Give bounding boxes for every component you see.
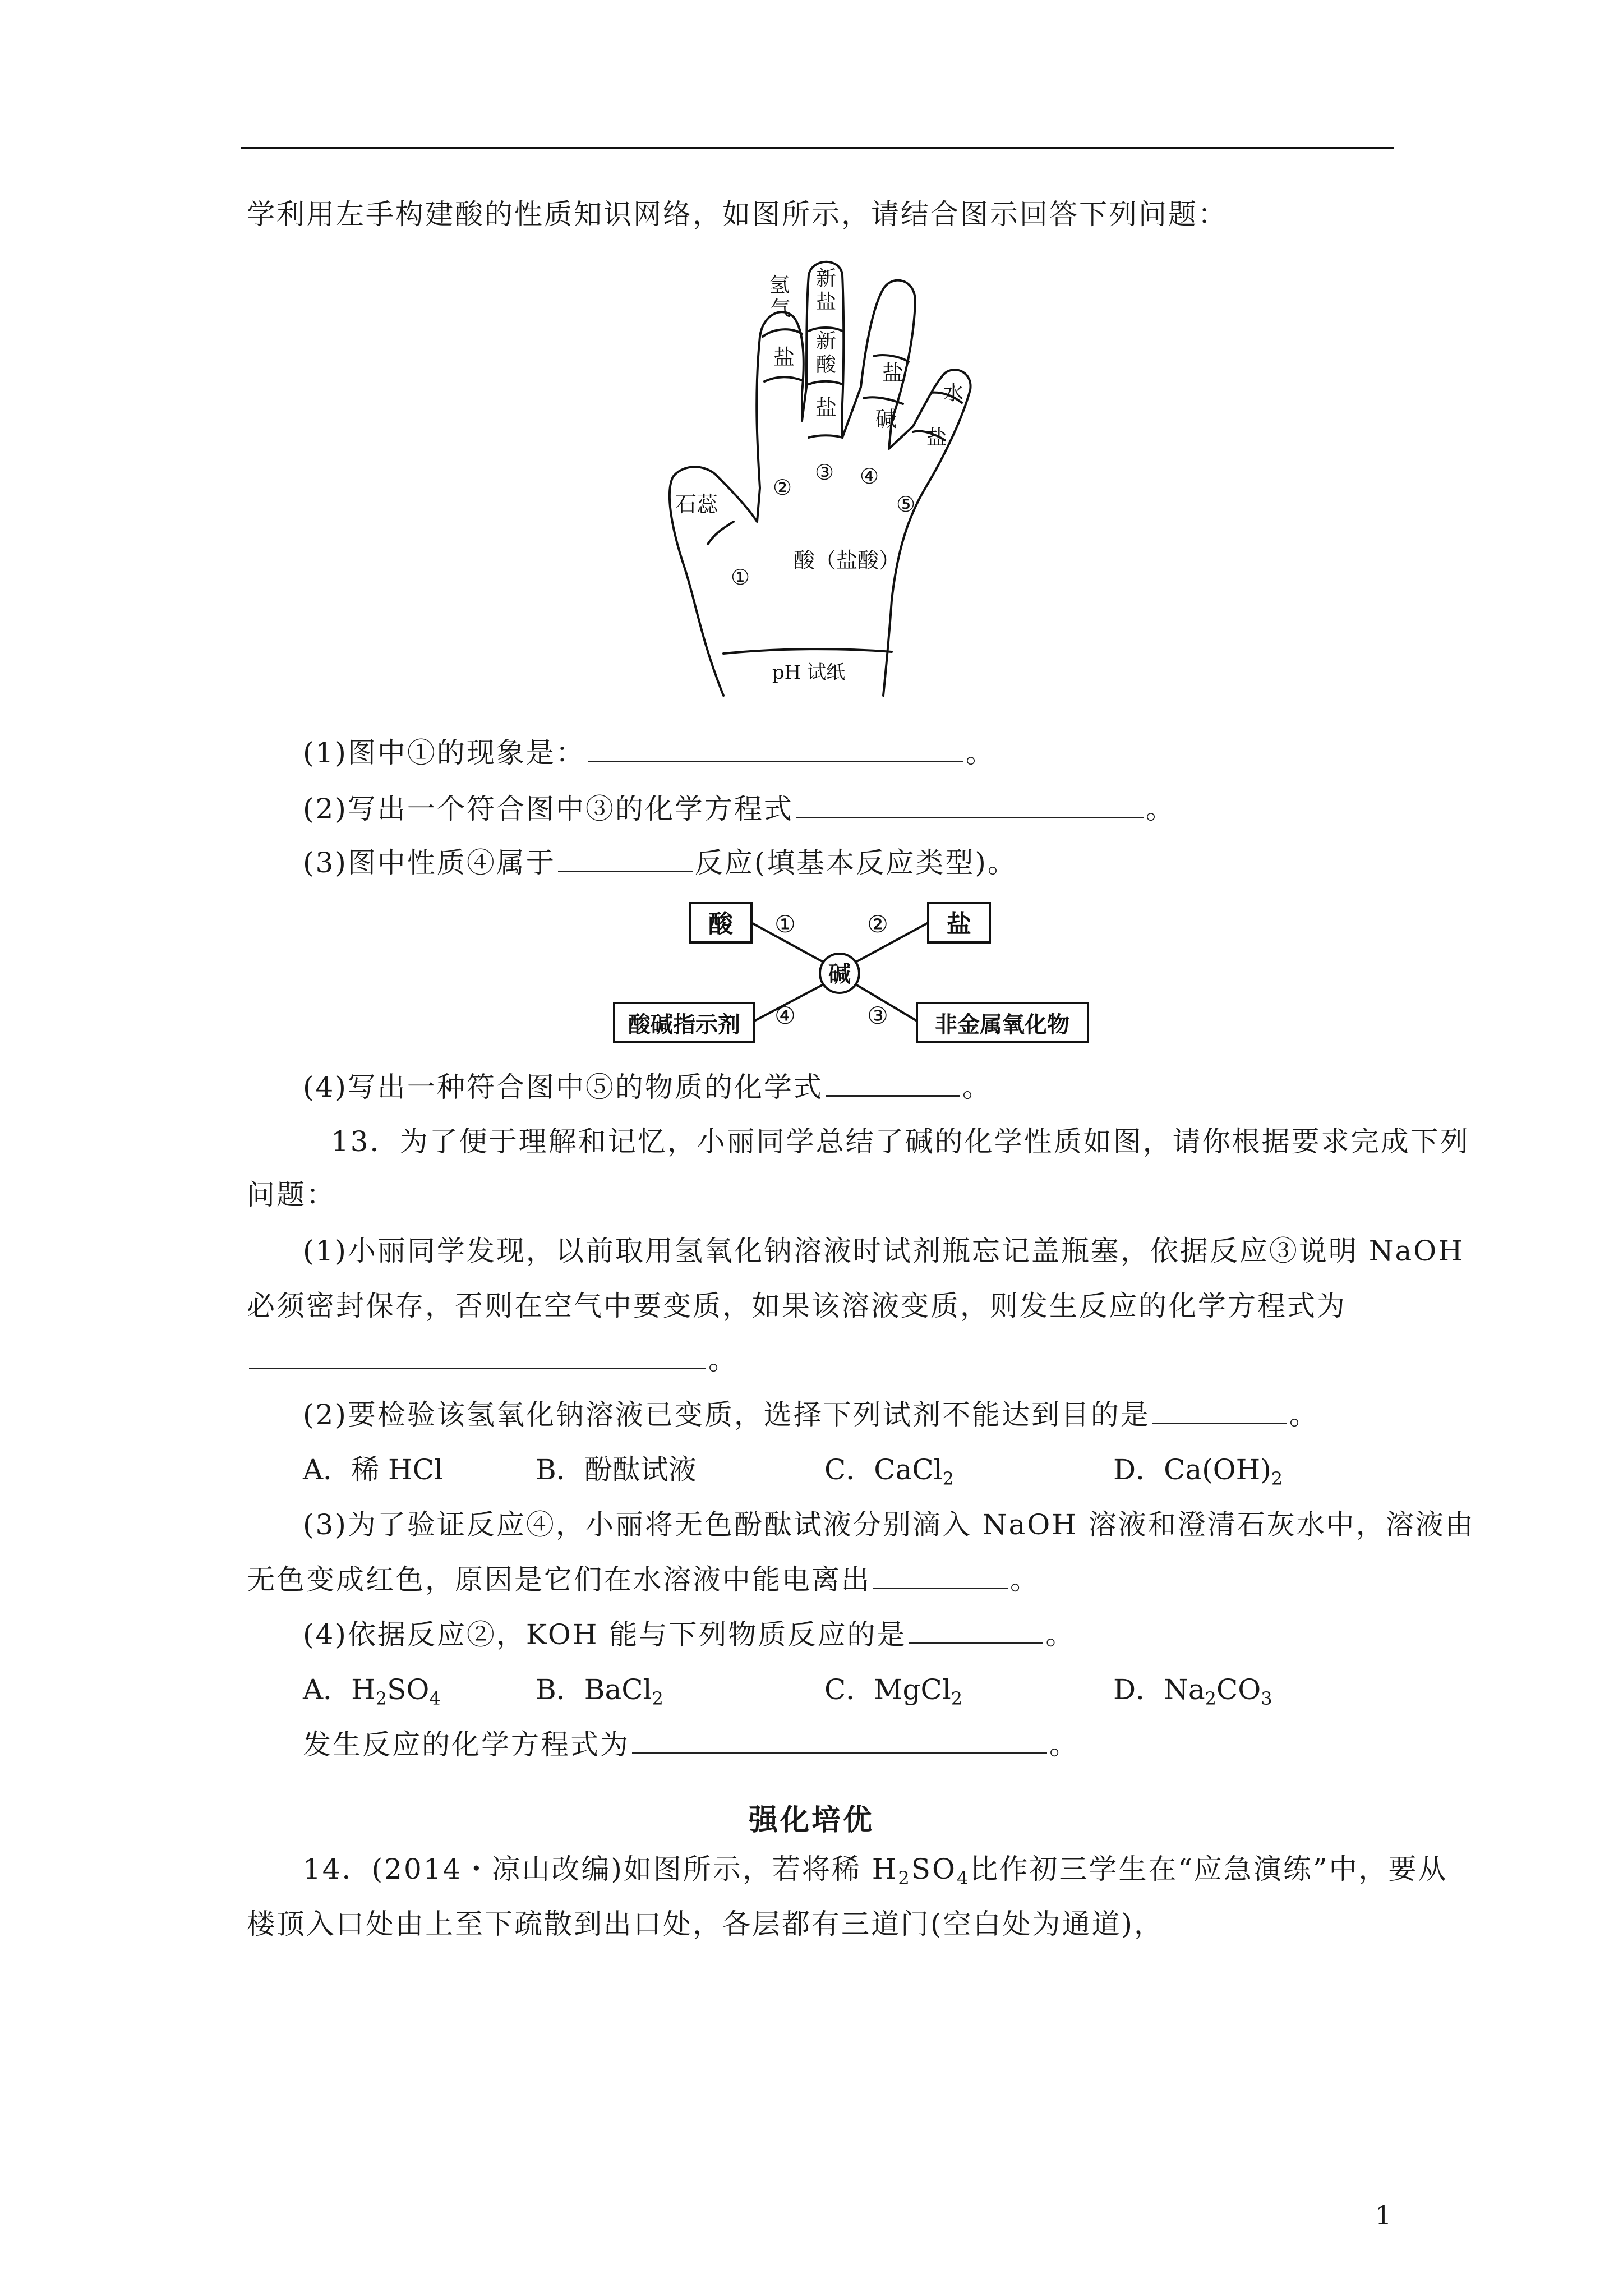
q14-line-b: 楼顶入口处由上至下疏散到出口处，各层都有三道门(空白处为通道)， bbox=[247, 1908, 1164, 1940]
q13-p4-option-d: D．$Na_2CO_3$ bbox=[1113, 1673, 1272, 1709]
hand-label-ring-low: 碱 bbox=[875, 407, 897, 431]
hand-label-little-low: 盐 bbox=[926, 426, 947, 449]
answer-blank[interactable] bbox=[632, 1728, 1047, 1754]
q13-p2-option-d: D．$Ca(OH)_2$ bbox=[1113, 1453, 1283, 1489]
hand-label-middle-mid-a: 新 bbox=[815, 330, 837, 353]
q13-p2-option-c: C．CaCl$_2$ bbox=[824, 1453, 954, 1489]
base-properties-diagram bbox=[611, 898, 1094, 1049]
hand-label-little-top: 水 bbox=[943, 381, 964, 404]
hand-center-label: 酸（盐酸） bbox=[793, 548, 901, 573]
q12-part4: (4)写出一种符合图中⑤的物质的化学式 。 bbox=[303, 1071, 992, 1103]
diagram-box-acid: 酸 bbox=[708, 910, 733, 938]
answer-blank[interactable] bbox=[588, 736, 963, 762]
q13-part3-b: 无色变成红色，原因是它们在水溶液中能电离出 。 bbox=[247, 1563, 1040, 1596]
answer-blank[interactable] bbox=[796, 792, 1144, 818]
hand-num-1: ① bbox=[730, 565, 750, 590]
hand-label-index-top-b: 气 bbox=[770, 297, 791, 320]
hand-label-middle-mid-b: 酸 bbox=[815, 353, 837, 376]
q12-part3: (3)图中性质④属于 反应(填基本反应类型)。 bbox=[303, 846, 1017, 879]
q12-part2: (2)写出一个符合图中③的化学方程式 。 bbox=[303, 793, 1175, 825]
q13-part1-b: 必须密封保存，否则在空气中要变质，如果该溶液变质，则发生反应的化学方程式为 bbox=[247, 1290, 1347, 1322]
section-title: 强化培优 bbox=[748, 1803, 874, 1837]
hand-num-3: ③ bbox=[814, 460, 834, 485]
hand-num-5: ⑤ bbox=[896, 492, 916, 517]
q13-p4-option-c: C．MgCl$_2$ bbox=[824, 1673, 963, 1709]
q13-stem-b: 问题： bbox=[247, 1179, 336, 1211]
page-number: 1 bbox=[1375, 2200, 1392, 2230]
diagram-num-4: ④ bbox=[774, 1002, 796, 1029]
diagram-center-base: 碱 bbox=[828, 961, 851, 987]
diagram-box-salt: 盐 bbox=[947, 910, 971, 938]
intro-text: 学利用左手构建酸的性质知识网络，如图所示，请结合图示回答下列问题： bbox=[247, 198, 1228, 231]
q13-part3-a: (3)为了验证反应④，小丽将无色酚酞试液分别滴入 NaOH 溶液和澄清石灰水中，溶液由 bbox=[303, 1508, 1475, 1541]
hand-label-index-low: 盐 bbox=[773, 345, 795, 370]
hand-wrist-label: pH 试纸 bbox=[772, 661, 846, 684]
diagram-box-oxide: 非金属氧化物 bbox=[935, 1011, 1069, 1038]
answer-blank[interactable] bbox=[249, 1343, 706, 1369]
q13-part1-c: 。 bbox=[247, 1343, 738, 1377]
answer-blank[interactable] bbox=[909, 1618, 1043, 1644]
q13-part4-b: 发生反应的化学方程式为 。 bbox=[303, 1728, 1079, 1761]
q13-p2-option-a: A．稀 HCl bbox=[303, 1453, 443, 1486]
diagram-box-indicator: 酸碱指示剂 bbox=[628, 1011, 740, 1038]
hand-diagram bbox=[662, 252, 1021, 712]
hand-label-ring-top: 盐 bbox=[882, 361, 904, 385]
hand-label-index-top-a: 氢 bbox=[769, 274, 790, 297]
diagram-num-1: ① bbox=[774, 910, 796, 938]
q13-p4-option-b: B．BaCl$_2$ bbox=[536, 1673, 663, 1709]
answer-blank[interactable] bbox=[1152, 1398, 1287, 1424]
q12-part1: (1)图中①的现象是： 。 bbox=[303, 737, 995, 769]
header-rule bbox=[241, 147, 1394, 149]
diagram-num-3: ③ bbox=[867, 1002, 888, 1029]
diagram-num-2: ② bbox=[867, 910, 888, 938]
q14-line-a: 14．(2014・凉山改编)如图所示，若将稀 $H_2SO_4$比作初三学生在“应急演练”中，要从 bbox=[303, 1853, 1448, 1889]
q13-p2-option-b: B．酚酞试液 bbox=[536, 1453, 697, 1486]
answer-blank[interactable] bbox=[873, 1563, 1008, 1589]
hand-label-middle-top-b: 盐 bbox=[815, 291, 837, 314]
q13-part4: (4)依据反应②，KOH 能与下列物质反应的是 。 bbox=[303, 1618, 1076, 1651]
hand-label-middle-low: 盐 bbox=[815, 395, 837, 420]
q13-part1-a: (1)小丽同学发现，以前取用氢氧化钠溶液时试剂瓶忘记盖瓶塞，依据反应③说明 NaOH bbox=[303, 1235, 1464, 1267]
q13-p4-option-a: A．$H_2SO_4$ bbox=[303, 1673, 441, 1709]
hand-num-4: ④ bbox=[859, 464, 879, 489]
q13-part2: (2)要检验该氢氧化钠溶液已变质，选择下列试剂不能达到目的是 。 bbox=[303, 1398, 1319, 1431]
hand-label-thumb: 石蕊 bbox=[675, 492, 718, 517]
q13-stem-a: 13．为了便于理解和记忆，小丽同学总结了碱的化学性质如图，请你根据要求完成下列 bbox=[331, 1125, 1470, 1158]
answer-blank[interactable] bbox=[558, 846, 693, 872]
answer-blank[interactable] bbox=[826, 1070, 960, 1097]
hand-num-2: ② bbox=[772, 475, 792, 500]
hand-label-middle-top-a: 新 bbox=[815, 267, 837, 290]
